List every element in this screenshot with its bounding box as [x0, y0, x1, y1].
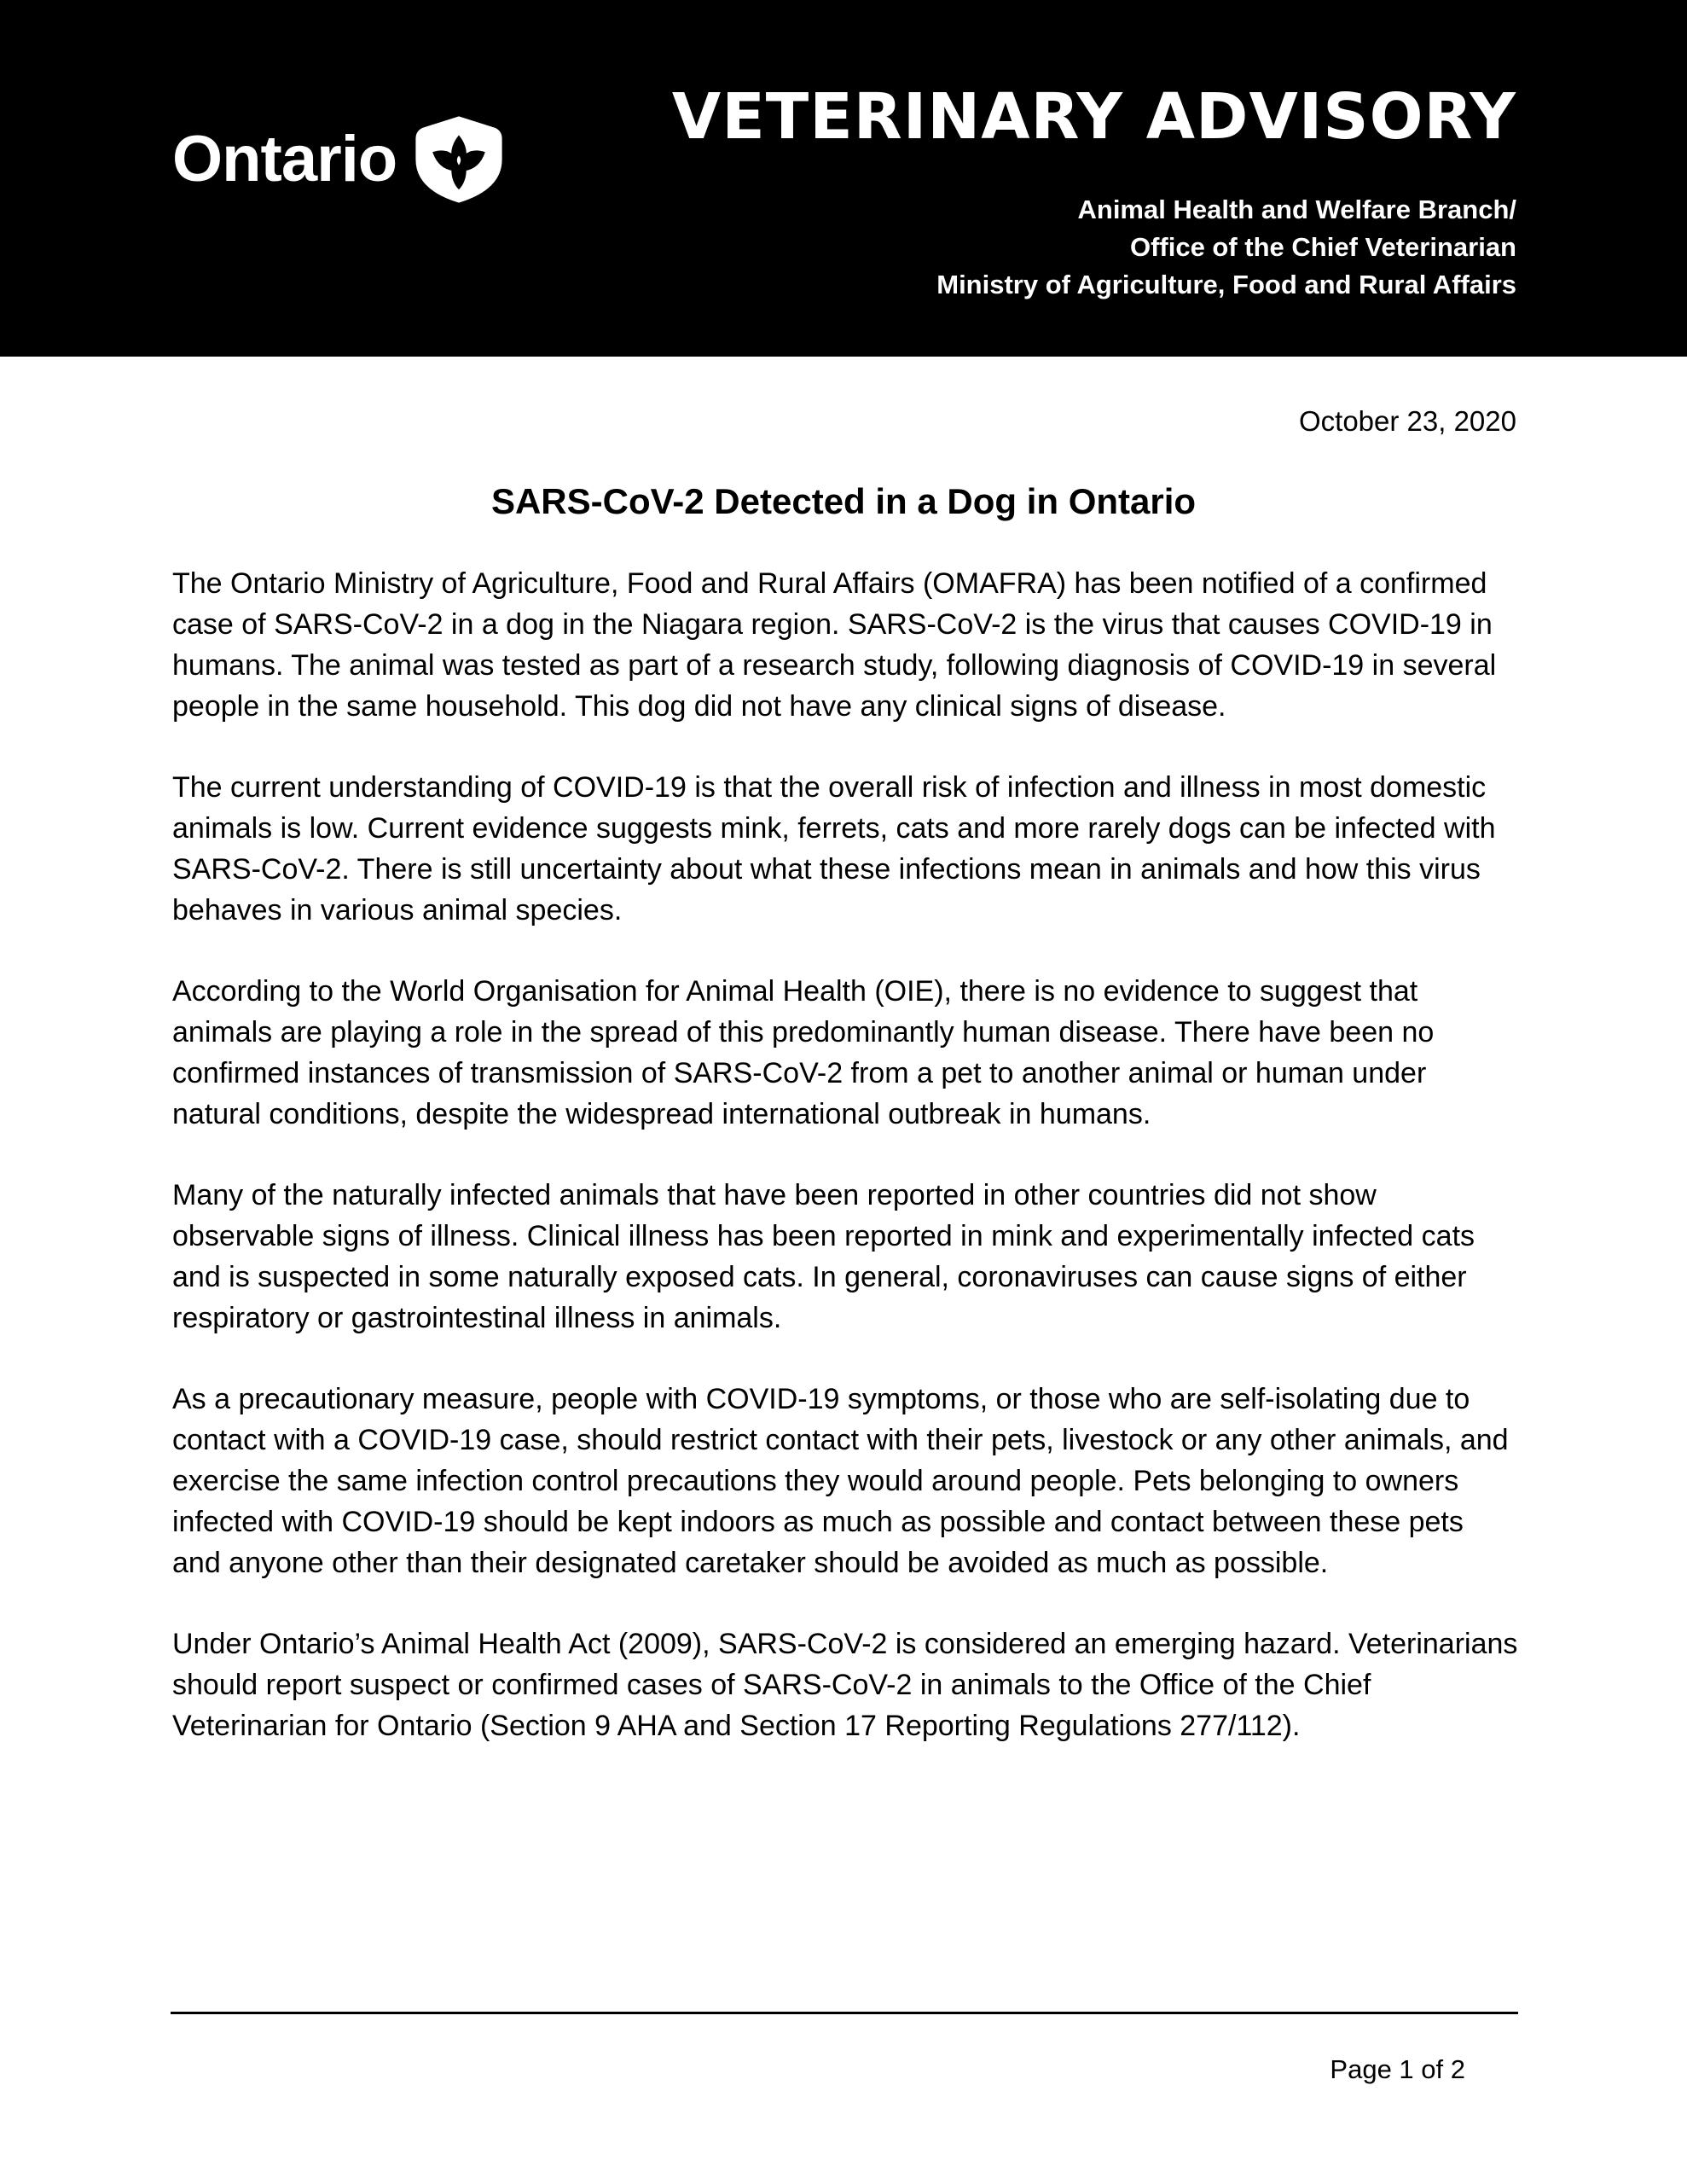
- body-paragraph: According to the World Organisation for Animal Health (OIE), there is no evidence to suggest that animals are playing a role in the spread of this predominantly human disease. There have been no confirmed instances of transmission of SARS-CoV-2 from a pet to another animal or human under natural conditions, despite the widespread international outbreak in humans.: [172, 975, 1435, 1130]
- body-paragraph: The current understanding of COVID-19 is that the overall risk of infection and illness in most domestic animals is low. Current evidence suggests mink, ferrets, cats and more rarely dogs can be infected with SARS-CoV-2. There is still uncertainty about what these infections mean in animals and how this virus behaves in various animal species.: [172, 771, 1496, 926]
- page-number: Page 1 of 2: [1330, 2054, 1465, 2084]
- page-title: SARS-CoV-2 Detected in a Dog in Ontario: [490, 481, 1197, 521]
- ontario-logo: [172, 113, 506, 206]
- branch-block: [936, 191, 1516, 304]
- logo-wordmark: Ontario: [172, 123, 397, 195]
- advisory-body: [172, 563, 1520, 1786]
- trillium-icon: [412, 113, 506, 206]
- advisory-date: October 23, 2020: [1298, 405, 1516, 437]
- advisory-title: VETERINARY ADVISORY: [671, 80, 1516, 154]
- body-paragraph: Many of the naturally infected animals that have been reported in other countries did not show observable signs of illness. Clinical illness has been reported in mink and experimentally infected cats and is suspected in some naturally exposed cats. In general, coronaviruses can cause signs of either respiratory or gastrointestinal illness in animals.: [172, 1179, 1475, 1334]
- body-paragraph: The Ontario Ministry of Agriculture, Food and Rural Affairs (OMAFRA) has been notified of a confirmed case of SARS-CoV-2 in a dog in the Niagara region. SARS-CoV-2 is the virus that causes COVID-19 in humans. The animal was tested as part of a research study, following diagnosis of COVID-19 in several people in the same household. This dog did not have any clinical signs of disease.: [172, 567, 1497, 723]
- header-band: [0, 0, 1687, 357]
- footer-divider: [171, 2012, 1518, 2014]
- body-paragraph: Under Ontario’s Animal Health Act (2009), SARS-CoV-2 is considered an emerging hazard. Veterinarians should report suspect or confirmed cases of SARS-CoV-2 in animals to the Office of the Chief Veterinarian for Ontario (Section 9 AHA and Section 17 Reporting Regulations 277/112).: [172, 1628, 1518, 1742]
- branch-line: Office of the Chief Veterinarian: [1129, 232, 1516, 262]
- body-paragraph: As a precautionary measure, people with COVID-19 symptoms, or those who are self-isolating due to contact with a COVID-19 case, should restrict contact with their pets, livestock or any other animals, and exercise the same infection control precautions they would around people. Pets belonging to owners infected with COVID-19 should be kept indoors as much as possible and contact between these pets and anyone other than their designated caretaker should be avoided as much as possible.: [172, 1383, 1509, 1579]
- branch-line: Ministry of Agriculture, Food and Rural Affairs: [936, 270, 1516, 299]
- branch-line: Animal Health and Welfare Branch/: [1077, 195, 1516, 224]
